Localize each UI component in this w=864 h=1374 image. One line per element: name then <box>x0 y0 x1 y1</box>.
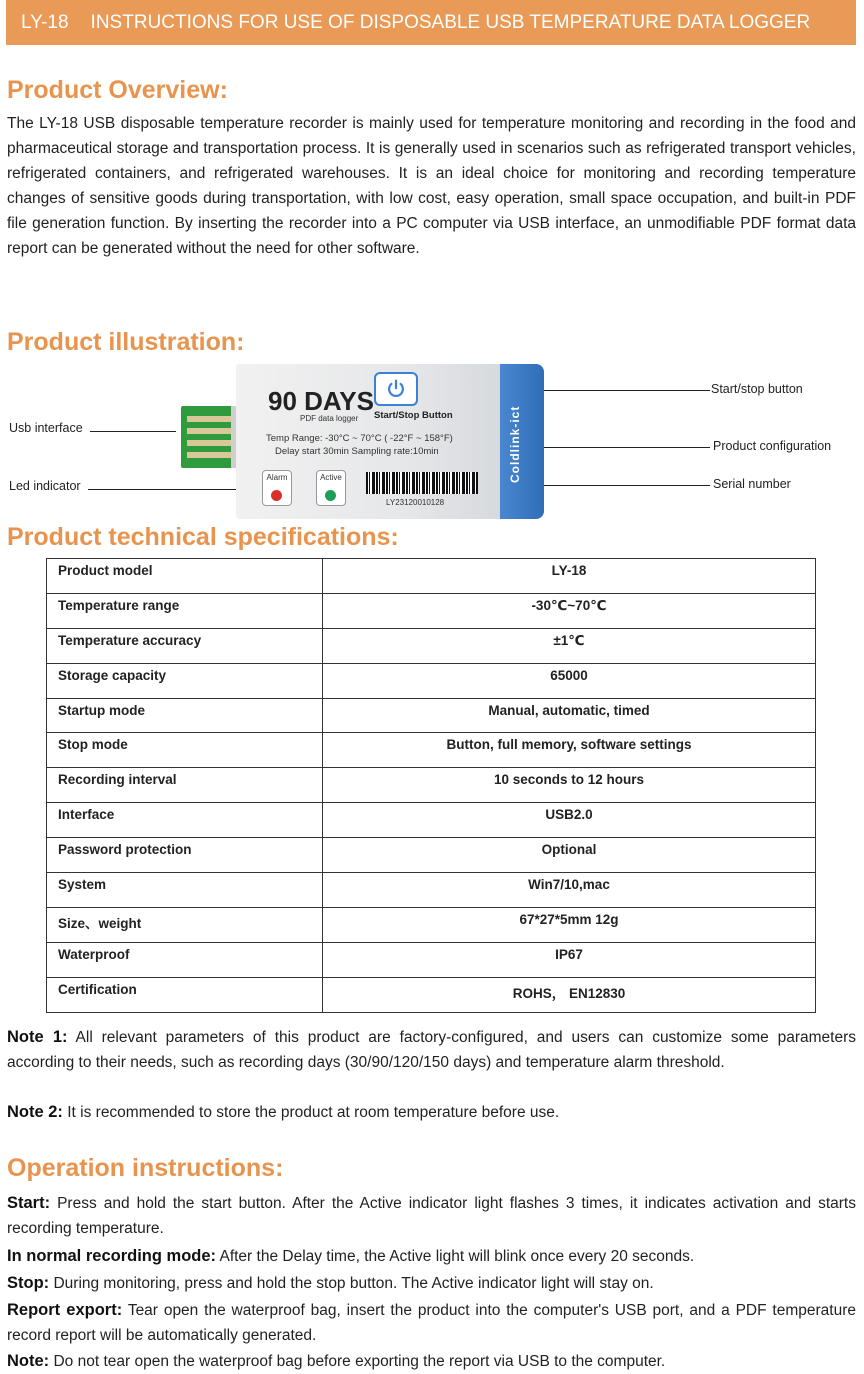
callout-led-indicator: Led indicator <box>9 479 81 493</box>
alarm-dot <box>271 490 282 501</box>
spec-row <box>47 663 816 698</box>
op-start-label: Start: <box>7 1194 51 1212</box>
spec-value: USB2.0 <box>323 803 816 838</box>
serial-number-text: LY23120010128 <box>386 498 445 507</box>
spec-value: LY-18 <box>323 559 816 594</box>
power-icon <box>385 378 407 400</box>
spec-value: Optional <box>323 838 816 873</box>
days-subtitle: PDF data logger <box>300 414 359 423</box>
callout-serial-number: Serial number <box>713 477 791 491</box>
spec-value: ±1℃ <box>323 628 816 663</box>
spec-row <box>47 907 816 942</box>
op-note-label: Note: <box>7 1352 50 1370</box>
spec-row <box>47 593 816 628</box>
illustration-heading: Product illustration: <box>7 328 245 356</box>
start-stop-label: Start/Stop Button <box>374 410 453 421</box>
usb-connector <box>181 406 239 468</box>
spec-row <box>47 803 816 838</box>
data-logger-device <box>236 364 544 519</box>
op-start <box>7 1191 856 1241</box>
spec-key: Startup mode <box>47 698 323 733</box>
delay-line: Delay start 30min Sampling rate:10min <box>275 446 439 457</box>
spec-key: Recording interval <box>47 768 323 803</box>
document-title: INSTRUCTIONS FOR USE OF DISPOSABLE USB TEMPERATURE DATA LOGGER <box>90 12 811 33</box>
spec-row <box>47 873 816 908</box>
model-code: LY-18 <box>21 12 69 33</box>
op-note-text: Do not tear open the waterproof bag before exporting the report via USB to the computer. <box>53 1353 666 1370</box>
spec-row <box>47 838 816 873</box>
spec-value: 10 seconds to 12 hours <box>323 768 816 803</box>
note-2 <box>7 1100 856 1125</box>
overview-text: The LY-18 USB disposable temperature recorder is mainly used for temperature monitoring and recording in the food and pharmaceutical storage and transportation process. It is generally used in scenarios such as refrigerated transport vehicles, refrigerated containers, and refrigerated warehouses. It is an ideal choice for monitoring and recording temperature changes of sensitive goods during transportation, with low cost, easy operation, small space occupation, and built-in PDF file generation function. By inserting the recorder into a PC computer via USB interface, an unmodifiable PDF format data report can be generated without the need for other software. <box>7 115 856 257</box>
op-report-text: Tear open the waterproof bag, insert the product into the computer's USB port, and a PDF temperature record report will be automatically generated. <box>7 1302 857 1344</box>
spec-table <box>46 558 816 1013</box>
note-1-text: All relevant parameters of this product are factory-configured, and users can customize some parameters according to their needs, such as recording days (30/90/120/150 days) and temperature alarm threshold. <box>7 1029 857 1071</box>
callout-usb-interface: Usb interface <box>9 421 83 435</box>
alarm-led <box>262 470 292 506</box>
barcode <box>366 472 478 494</box>
spec-row <box>47 628 816 663</box>
spec-value: IP67 <box>323 942 816 977</box>
product-illustration <box>0 360 864 522</box>
temp-range-line: Temp Range: -30°C ~ 70°C ( -22°F ~ 158°F) <box>266 433 453 444</box>
op-report-label: Report export: <box>7 1301 123 1319</box>
note-2-text: It is recommended to store the product at room temperature before use. <box>67 1104 560 1121</box>
op-note <box>7 1349 856 1374</box>
spec-value: 65000 <box>323 663 816 698</box>
spec-key: Temperature range <box>47 593 323 628</box>
header-bar <box>6 0 856 45</box>
spec-key: Password protection <box>47 838 323 873</box>
device-end-cap <box>500 364 544 519</box>
brand-logo: Coldlink-ict <box>508 405 522 483</box>
spec-row <box>47 942 816 977</box>
spec-value: Button, full memory, software settings <box>323 733 816 768</box>
days-label: 90 DAYS <box>268 386 374 416</box>
temp-config <box>266 432 453 458</box>
callout-line <box>90 431 176 432</box>
spec-key: Stop mode <box>47 733 323 768</box>
spec-key: Storage capacity <box>47 663 323 698</box>
op-start-text: Press and hold the start button. After the Active indicator light flashes 3 times, it indicates activation and starts recording temperature. <box>7 1195 856 1237</box>
active-led <box>316 470 346 506</box>
note-1 <box>7 1025 856 1075</box>
spec-key: Temperature accuracy <box>47 628 323 663</box>
spec-key: Certification <box>47 977 323 1012</box>
active-label: Active <box>320 473 342 482</box>
spec-row <box>47 698 816 733</box>
spec-value: 67*27*5mm 12g <box>323 907 816 942</box>
spec-row <box>47 559 816 594</box>
active-dot <box>325 490 336 501</box>
note-1-label: Note 1: <box>7 1028 68 1046</box>
spec-value: Win7/10,mac <box>323 873 816 908</box>
start-stop-button <box>374 372 418 406</box>
operation-heading: Operation instructions: <box>7 1154 284 1182</box>
spec-key: Waterproof <box>47 942 323 977</box>
spec-row <box>47 768 816 803</box>
op-normal <box>7 1244 856 1269</box>
specs-heading: Product technical specifications: <box>7 523 399 551</box>
overview-heading: Product Overview: <box>7 76 228 104</box>
op-stop <box>7 1271 856 1296</box>
op-normal-text: After the Delay time, the Active light will blink once every 20 seconds. <box>219 1248 695 1265</box>
note-2-label: Note 2: <box>7 1103 63 1121</box>
op-report <box>7 1298 856 1348</box>
op-stop-text: During monitoring, press and hold the stop button. The Active indicator light will stay on. <box>53 1275 654 1292</box>
spec-key: Product model <box>47 559 323 594</box>
spec-value: ROHS， EN12830 <box>323 977 816 1012</box>
spec-value: Manual, automatic, timed <box>323 698 816 733</box>
spec-key: Size、weight <box>47 907 323 942</box>
spec-key: System <box>47 873 323 908</box>
op-normal-label: In normal recording mode: <box>7 1247 217 1265</box>
spec-value: -30℃~70℃ <box>323 593 816 628</box>
spec-key: Interface <box>47 803 323 838</box>
op-stop-label: Stop: <box>7 1274 50 1292</box>
callout-start-stop: Start/stop button <box>711 382 803 396</box>
spec-row <box>47 733 816 768</box>
alarm-label: Alarm <box>266 473 288 482</box>
callout-product-config: Product configuration <box>713 439 832 453</box>
spec-row <box>47 977 816 1012</box>
